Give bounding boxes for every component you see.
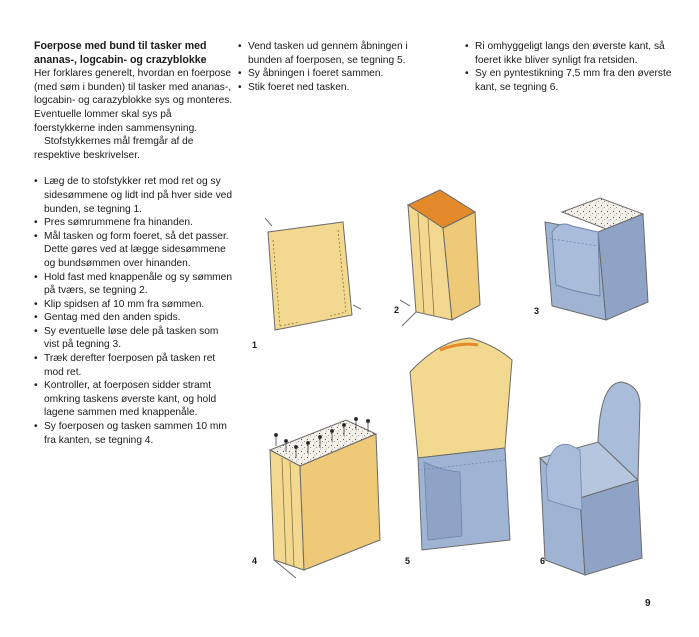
intro-paragraph: Her forklares generelt, hvordan en foerpose (med søm i bunden) til tasker med ananas-, logcabin- og carazyblokke sys og monteres. Eventuelle lommer skal sys på foerstykkerne inden sammensyning. <box>34 68 233 134</box>
list-item: • Ri omhyggeligt langs den øverste kant, så foeret ikke bliver synligt fra retsiden. <box>465 40 680 67</box>
list-item: • Kontroller, at foerposen sidder stramt omkring taskens øverste kant, og hold lagene sammen med knappenåle. <box>34 379 234 420</box>
figure-label-5: 5 <box>405 556 411 566</box>
section-heading: Foerpose med bund til tasker med ananas-, logcabin- og crazyblokke <box>34 40 207 66</box>
list-item: • Træk derefter foerposen på tasken ret mod ret. <box>34 352 234 379</box>
list-item: • Sy eventuelle løse dele på tasken som vist på tegning 3. <box>34 325 234 352</box>
list-item: • Læg de to stofstykker ret mod ret og sy sidesømmene og lidt ind på hver side ved bunden, se tegning 1. <box>34 175 234 216</box>
list-item: • Mål tasken og form foeret, så det passer. Dette gøres ved at lægge sidesømmene og bundsømmen over hinanden. <box>34 230 234 271</box>
figure-label-6: 6 <box>540 556 546 566</box>
figure-4-drawing <box>270 417 380 578</box>
list-item: • Sy foerposen og tasken sammen 10 mm fra kanten, se tegning 4. <box>34 420 234 447</box>
list-item: • Sy åbningen i foeret sammen. <box>238 67 443 81</box>
measure-note: Stofstykkernes mål fremgår af de respektive beskrivelser. <box>34 136 194 161</box>
figure-1-drawing <box>265 218 361 330</box>
list-item: • Stik foeret ned tasken. <box>238 81 443 95</box>
list-item: • Vend tasken ud gennem åbningen i bunden af foerposen, se tegning 5. <box>238 40 443 67</box>
figure-label-2: 2 <box>394 305 400 315</box>
list-item: • Klip spidsen af 10 mm fra sømmen. <box>34 298 234 312</box>
figure-3-drawing <box>545 198 648 320</box>
figure-label-1: 1 <box>252 340 258 350</box>
list-item: • Sy en pyntestikning 7,5 mm fra den øverste kant, se tegning 6. <box>465 67 680 94</box>
page-number: 9 <box>645 598 651 609</box>
list-item: • Hold fast med knappenåle og sy sømmen på tværs, se tegning 2. <box>34 271 234 298</box>
figure-label-4: 4 <box>252 556 258 566</box>
figure-label-3: 3 <box>534 306 540 316</box>
figure-5-drawing <box>410 338 512 550</box>
figure-6-drawing <box>540 382 642 575</box>
list-item: • Pres sømrummene fra hinanden. <box>34 216 234 230</box>
figure-2-drawing <box>400 190 480 326</box>
list-item: • Gentag med den anden spids. <box>34 311 234 325</box>
